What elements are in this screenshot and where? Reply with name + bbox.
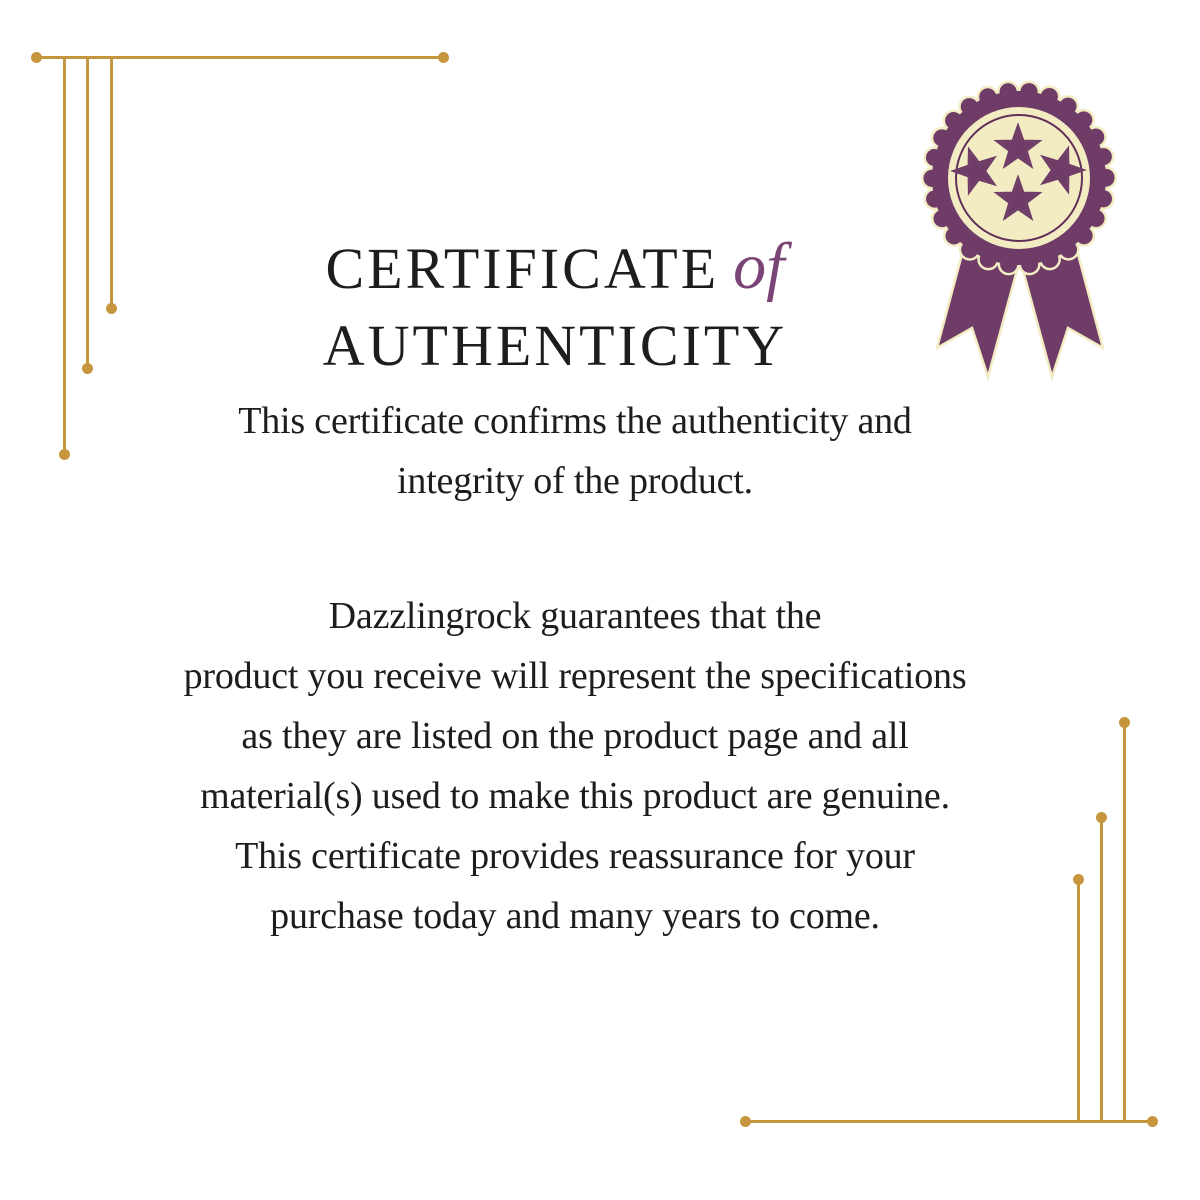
- title-word-authenticity: AUTHENTICITY: [322, 313, 788, 378]
- certificate-title: [0, 230, 1110, 392]
- gold-dot: [438, 52, 449, 63]
- guarantee-line: product you receive will represent the specifications: [183, 655, 967, 697]
- guarantee-line: material(s) used to make this product are genuine.: [200, 775, 950, 817]
- guarantee-line: purchase today and many years to come.: [270, 895, 880, 937]
- gold-dot: [1147, 1116, 1158, 1127]
- gold-line: [37, 56, 443, 59]
- gold-dot: [31, 52, 42, 63]
- gold-line: [745, 1120, 1152, 1123]
- guarantee-line: This certificate provides reassurance for your: [235, 835, 915, 877]
- title-line-1: [0, 230, 1110, 315]
- gold-dot: [740, 1116, 751, 1127]
- title-word-certificate: CERTIFICATE: [325, 236, 720, 301]
- title-line-2: [0, 315, 1110, 392]
- intro-line: integrity of the product.: [397, 460, 753, 502]
- guarantee-line: as they are listed on the product page and all: [241, 715, 909, 757]
- intro-paragraph: [10, 391, 1140, 511]
- guarantee-paragraph: [10, 586, 1140, 946]
- guarantee-line: Dazzlingrock guarantees that the: [328, 595, 822, 637]
- title-word-of: of: [733, 230, 785, 303]
- intro-line: This certificate confirms the authenticity and: [238, 400, 912, 442]
